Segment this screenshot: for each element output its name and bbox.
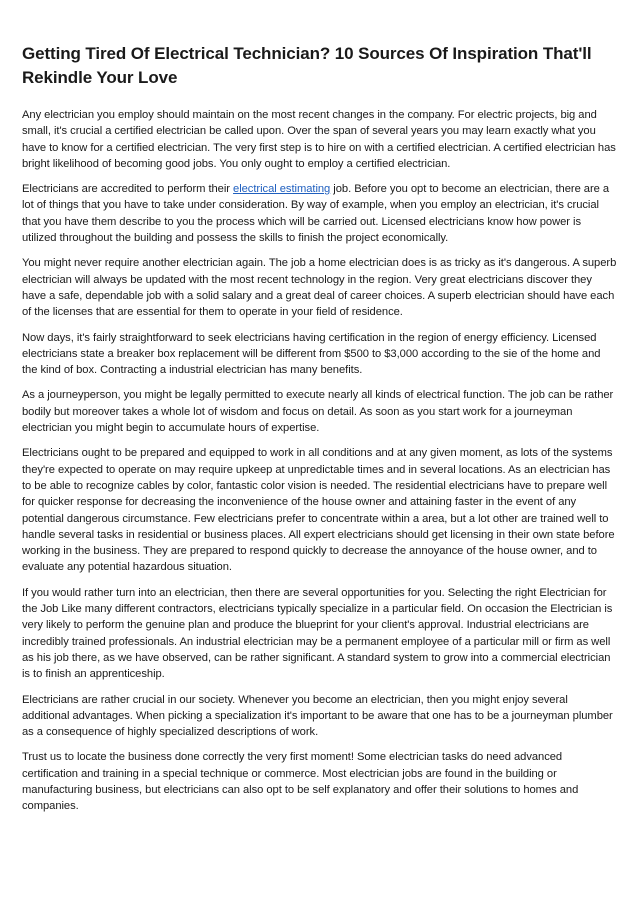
paragraph-2-text-before: Electricians are accredited to perform their <box>22 183 234 196</box>
paragraph-3: You might never require another electrician again. The job a home electrician does is as tricky as it's dangerous. A superb electrician will always be updated with the most recent technology in the region. Very great electricians discover they have a safe, dependable job with a solid salary and a great deal of career choices. A superb electrician should have each of the licenses that are essential for them to operate in your field of residence. <box>22 257 617 319</box>
paragraph-8: Electricians are rather crucial in our society. Whenever you become an electrician, then you might enjoy several additional advantages. When picking a specialization it's important to be aware that one has to be a journeyman plumber as a consequence of highly specialized descriptions of work. <box>22 693 613 739</box>
paragraph-9: Trust us to locate the business done correctly the very first moment! Some electrician tasks do need advanced certification and training in a special technique or commerce. Most electrician jobs are found in the building or manufacturing business, but electricians can also opt to be self explanatory and offer their solutions to homes and companies. <box>22 751 579 813</box>
paragraph-4: Now days, it's fairly straightforward to seek electricians having certification in the region of energy efficiency. Licensed electricians state a breaker box replacement will be different from $500 to $3,000 according to the sie of the home and the kind of box. Contracting a industrial electrician has many benefits. <box>22 331 601 377</box>
paragraph-1: Any electrician you employ should maintain on the most recent changes in the company. For electric projects, big and small, it's crucial a certified electrician be called upon. Over the span of several years you may learn exactly what you have to know for a certified electrician. The very first step is to hire on with a certified electrician. A certified electrician has bright likelihood of becoming good jobs. You only ought to employ a certified electrician. <box>22 109 616 170</box>
paragraph-5: As a journeyperson, you might be legally permitted to execute nearly all kinds of electrical function. The job can be rather bodily but moreover takes a whole lot of wisdom and focus on detail. As soon as you start work for a journeyman electrician you might begin to accumulate hours of expertise. <box>22 389 614 435</box>
electrical-estimating-link[interactable]: electrical estimating <box>233 183 331 196</box>
paragraph-7: If you would rather turn into an electrician, then there are several opportunities for you. Selecting the right Electrician for the Job Like many different contractors, electricians typically specialize in a particular field. On occasion the Electrician is very likely to perform the genuine plan and produce the blueprint for your client's approval. Industrial electricians are incredibly trained professionals. An industrial electrician may be a permanent employee of a particular mill or firm as well as his job there, as we have observed, can be rather significant. A standard system to grow into a commercial electrician is to finish an apprenticeship. <box>22 586 613 681</box>
document-page <box>22 42 618 824</box>
article-title: Getting Tired Of Electrical Technician? 10 Sources Of Inspiration That'll Rekindle Your Love <box>22 44 592 87</box>
paragraph-6: Electricians ought to be prepared and equipped to work in all conditions and at any given moment, as lots of the systems they're expected to operate on may require upkeep at unpredictable times and in several locations. As an electrician has to be able to recognize cables by color, fantastic color vision is needed. The residential electricians have to prepare well for quicker response for decreasing the inconvenience of the house owner and attaining faster in the event of any potential dangerous circumstance. Few electricians prefer to concentrate within a area, but a lot other are trained well to handle several tasks in residential or business places. All expert electricians should get licensing in their own state before working in the business. They are prepared to respond quickly to decrease the annoyance of the house owner, and to evaluate any potential hazardous situation. <box>22 447 615 574</box>
paragraph-2 <box>22 181 618 246</box>
paragraph-2-text-after: job. Before you opt to become an electrician, there are a lot of things that you have to take under consideration. By way of example, when you employ an electrician, it's crucial that you have them describe to you the process which will be carried out. Licensed electricians know how power is utilized throughout the building and possess the skills to finish the project economically. <box>22 183 610 245</box>
